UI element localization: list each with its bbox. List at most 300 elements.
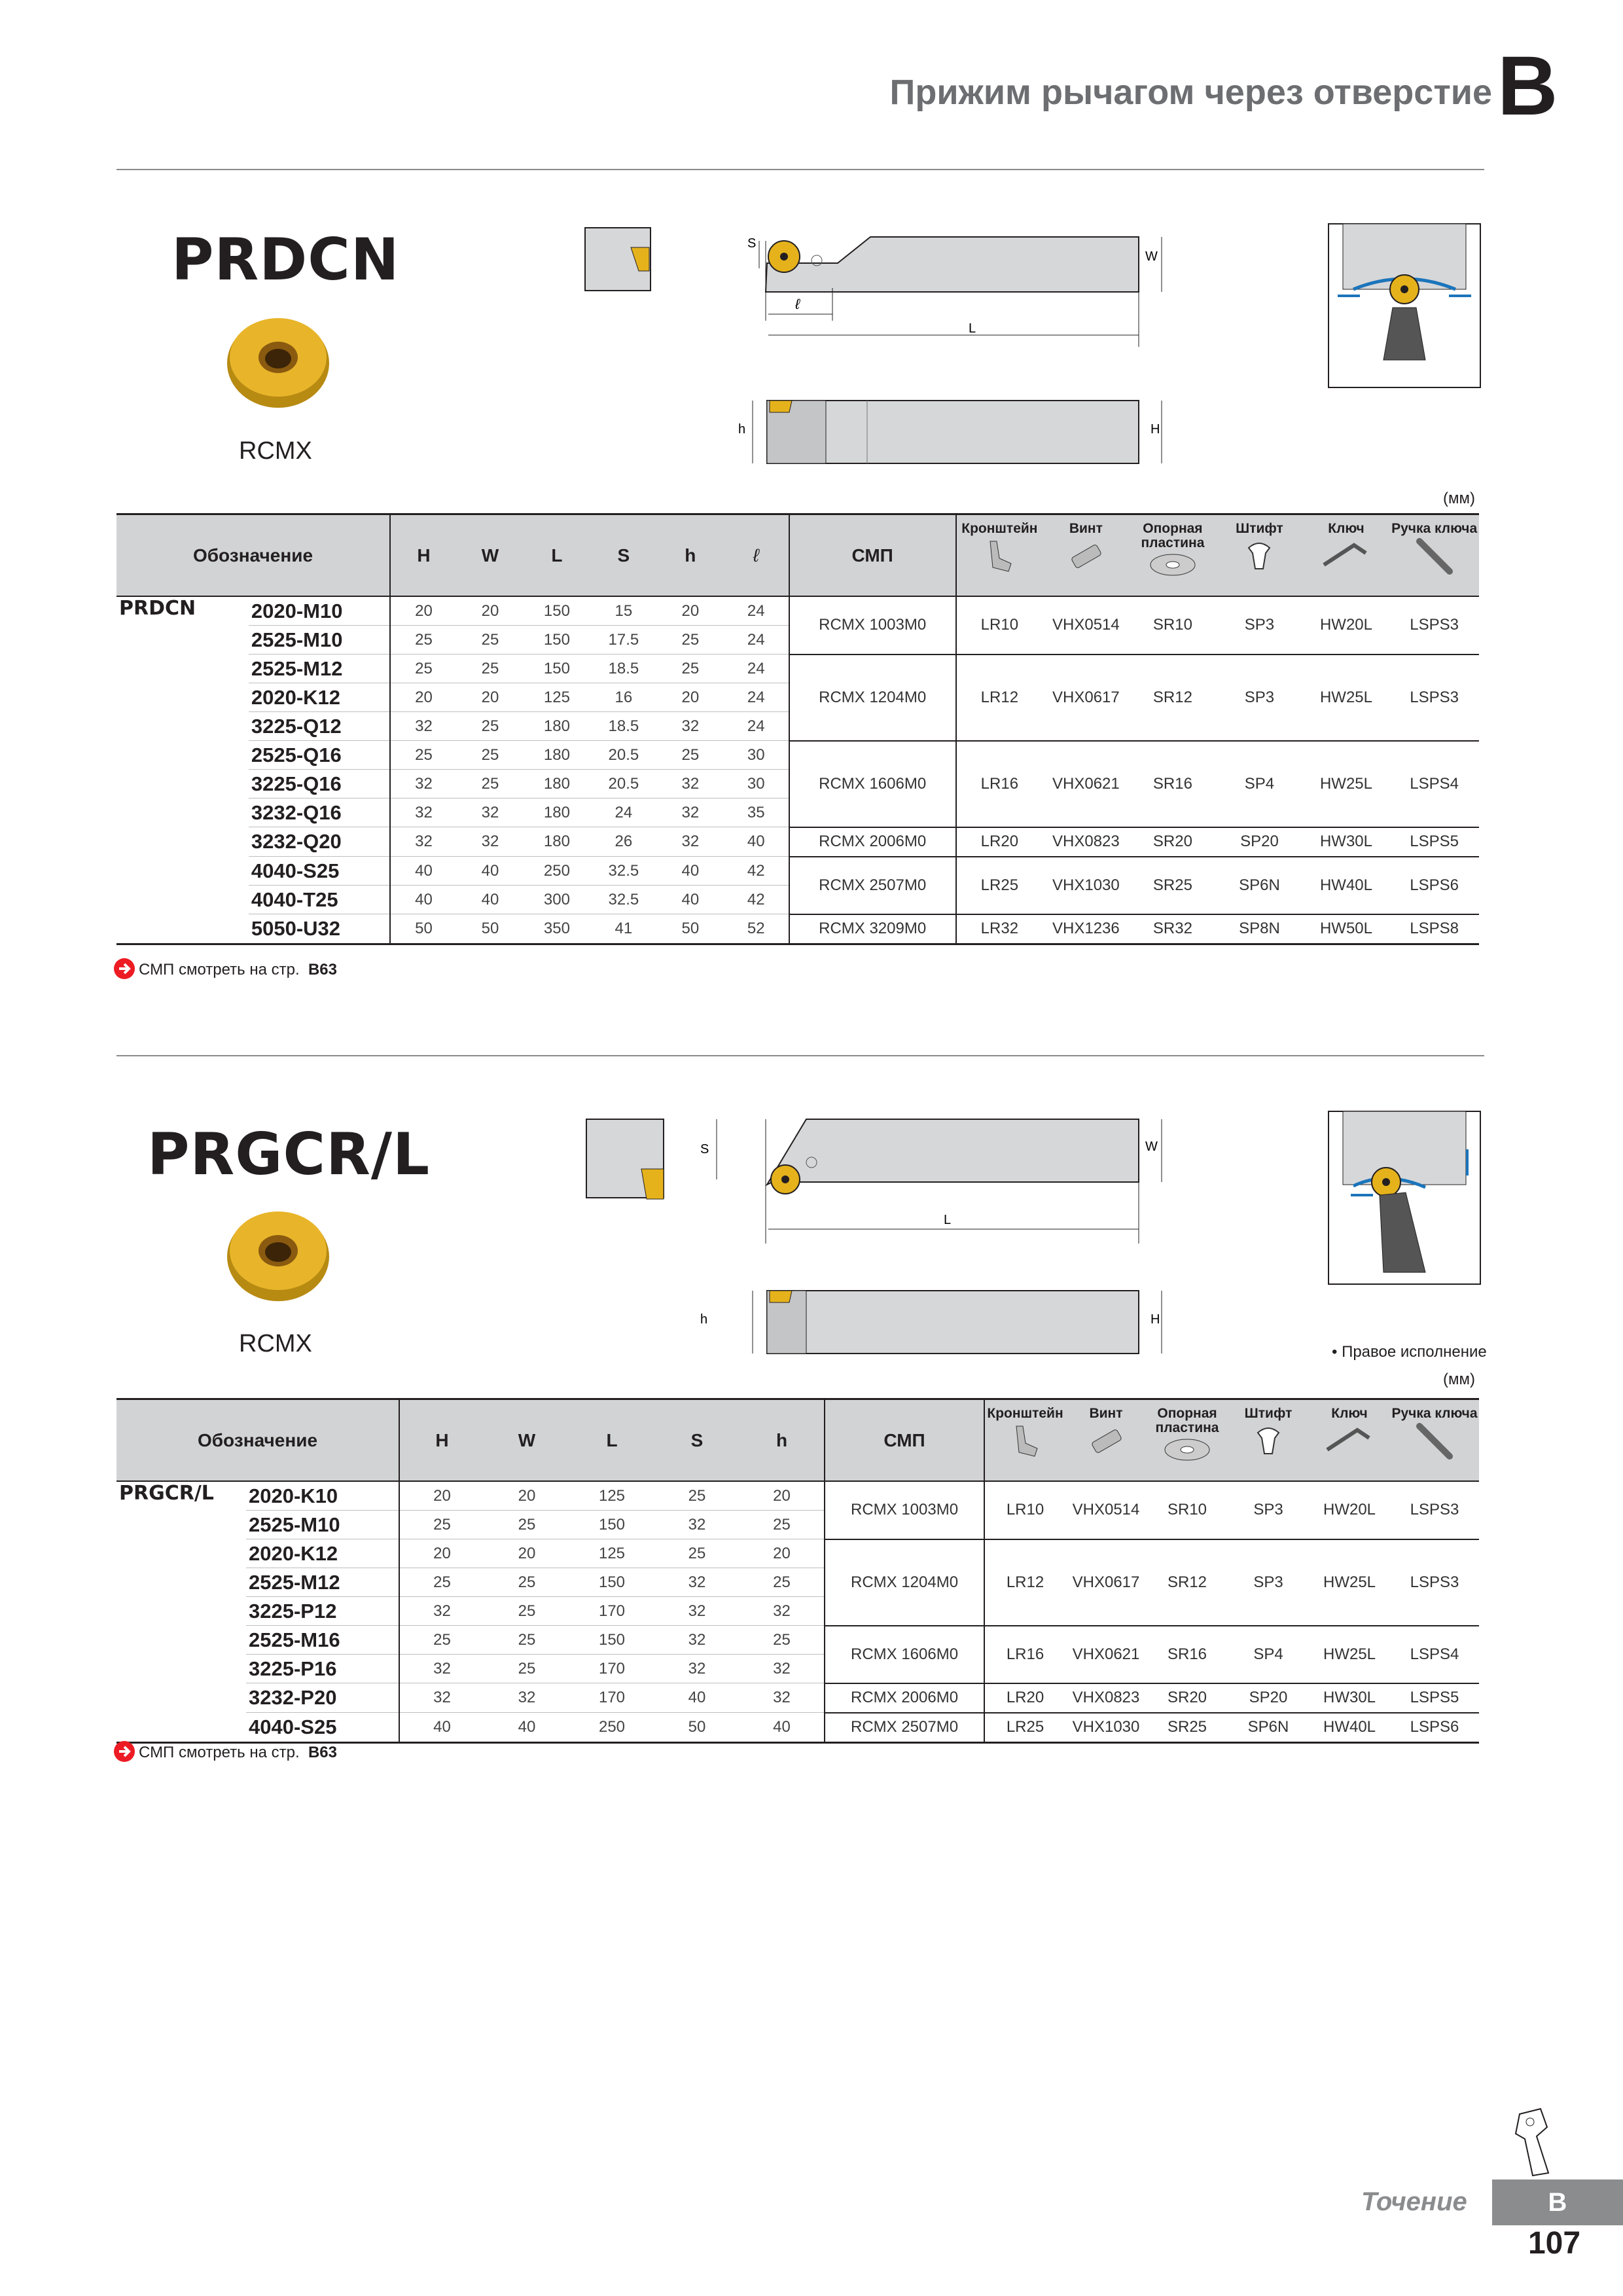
dimension-value: 32 [654, 1597, 740, 1626]
dimension-value: 180 [524, 770, 590, 798]
dimension-value: 32 [654, 1568, 740, 1597]
spec-table-prgcr [116, 1398, 1479, 1744]
spec-table-prdcn [116, 513, 1479, 945]
pin-icon [1240, 536, 1279, 575]
col-header-designation: Обозначение [116, 1399, 399, 1482]
key-handle-icon [1412, 536, 1457, 575]
spare-part-code: VHX0617 [1065, 1539, 1147, 1626]
spare-part-code: LSPS5 [1390, 1683, 1479, 1713]
col-header-L: L [524, 514, 590, 597]
spare-part-code: LR20 [956, 827, 1043, 857]
divider [116, 169, 1484, 170]
turning-tool-icon [1510, 2108, 1589, 2179]
spare-part-code: SP20 [1228, 1683, 1309, 1713]
dimension-value: 32 [457, 798, 524, 827]
spare-part-code: VHX1030 [1065, 1713, 1147, 1743]
dimension-value: 20 [657, 596, 724, 626]
dimension-value: 150 [524, 626, 590, 655]
unit-label: (мм) [1443, 1371, 1475, 1388]
dimension-value: 32 [484, 1683, 569, 1713]
dimension-value: 40 [457, 857, 524, 886]
col-header-S: S [654, 1399, 740, 1482]
spare-part-code: HW30L [1309, 1683, 1390, 1713]
dimension-value: 50 [457, 914, 524, 944]
dimension-value: 30 [724, 741, 789, 770]
dimension-value: 125 [569, 1539, 654, 1568]
dimension-value: 25 [657, 741, 724, 770]
dimension-value: 32 [654, 1511, 740, 1539]
spare-part-code: SR32 [1130, 914, 1217, 944]
unit-label: (мм) [1443, 490, 1475, 507]
spare-part-code: SR10 [1147, 1481, 1228, 1539]
dimension-value: 15 [590, 596, 657, 626]
hex-key-icon [1323, 1421, 1376, 1454]
dimension-value: 30 [724, 770, 789, 798]
spare-part-code: HW25L [1303, 741, 1390, 827]
dimension-value: 20.5 [590, 741, 657, 770]
col-header-W: W [457, 514, 524, 597]
dimension-value: 40 [484, 1713, 569, 1743]
dimension-value: 180 [524, 827, 590, 857]
dimension-value: 50 [657, 914, 724, 944]
screw-icon [1063, 536, 1109, 575]
dimension-value: 170 [569, 1683, 654, 1713]
dimension-value: 32 [740, 1655, 825, 1683]
spare-part-code: VHX0514 [1043, 596, 1130, 655]
spare-part-code: VHX0823 [1043, 827, 1130, 857]
spare-part-code: LR10 [984, 1481, 1065, 1539]
insert-code: RCMX 3209M0 [789, 914, 956, 944]
dimension-value: 40 [657, 857, 724, 886]
dimension-value: 20 [390, 683, 457, 712]
dimension-value: 18.5 [590, 655, 657, 683]
spare-part-code: LR12 [984, 1539, 1065, 1626]
spare-part-code: SR25 [1130, 857, 1217, 914]
spare-part-code: LSPS3 [1390, 1481, 1479, 1539]
spare-part-code: HW25L [1309, 1626, 1390, 1683]
dimension-value: 32 [740, 1683, 825, 1713]
dimension-value: 40 [390, 886, 457, 914]
col-header-L: L [569, 1399, 654, 1482]
insert-code: RCMX 2507M0 [825, 1713, 984, 1743]
clamping-diagram-prdcn [1327, 223, 1482, 389]
table-row [116, 655, 1479, 683]
dimension-value: 25 [484, 1626, 569, 1655]
dimension-value: 32 [399, 1597, 484, 1626]
table-row [116, 1683, 1479, 1713]
dimension-value: 32.5 [590, 857, 657, 886]
dimension-value: 40 [657, 886, 724, 914]
dimension-value: 40 [724, 827, 789, 857]
spare-part-code: LSPS4 [1390, 1626, 1479, 1683]
spare-part-code: HW40L [1303, 857, 1390, 914]
dimension-value: 32 [399, 1655, 484, 1683]
tool-code: 2020-K12 [249, 683, 390, 712]
spare-part-code: SR12 [1147, 1539, 1228, 1626]
dimension-value: 20 [657, 683, 724, 712]
footer-section-tab: B [1492, 2179, 1623, 2225]
dimension-value: 40 [654, 1683, 740, 1713]
table-row [116, 914, 1479, 944]
dimension-value: 25 [657, 655, 724, 683]
dimension-value: 25 [484, 1597, 569, 1626]
dim-label-S: S [700, 1142, 709, 1157]
col-header-S: S [590, 514, 657, 597]
dimension-value: 24 [724, 712, 789, 741]
dimension-value: 25 [484, 1568, 569, 1597]
insert-code: RCMX 1204M0 [825, 1539, 984, 1626]
insert-reference-note: СМП смотреть на стр. B63 [139, 1744, 337, 1761]
spare-part-code: HW30L [1303, 827, 1390, 857]
key-handle-icon [1412, 1421, 1457, 1460]
dim-label-l: ℓ [795, 296, 800, 312]
tool-code: 2525-M12 [249, 655, 390, 683]
tool-code: 4040-S25 [249, 857, 390, 886]
dim-label-S: S [747, 236, 757, 251]
col-header-insert: СМП [789, 514, 956, 597]
dimension-value: 32 [399, 1683, 484, 1713]
dimension-value: 26 [590, 827, 657, 857]
col-header-seat: Опорная пластина [1147, 1399, 1228, 1482]
insert-label: RCMX [239, 437, 312, 465]
dimension-value: 32 [390, 712, 457, 741]
tool-code: 2525-Q16 [249, 741, 390, 770]
right-hand-note: • Правое исполнение [1332, 1343, 1487, 1361]
spare-part-code: LR16 [956, 741, 1043, 827]
dimension-value: 50 [390, 914, 457, 944]
dimension-value: 25 [654, 1481, 740, 1511]
table-row [116, 1713, 1479, 1743]
spare-part-code: VHX0621 [1043, 741, 1130, 827]
spare-part-code: LR25 [984, 1713, 1065, 1743]
dimension-value: 32 [654, 1626, 740, 1655]
spare-part-code: SP8N [1216, 914, 1303, 944]
dimension-value: 52 [724, 914, 789, 944]
col-header-l: ℓ [724, 514, 789, 597]
dim-label-H: H [1150, 422, 1160, 437]
insert-code: RCMX 1204M0 [789, 655, 956, 741]
dimension-value: 32 [390, 798, 457, 827]
col-header-H: H [399, 1399, 484, 1482]
dimension-value: 41 [590, 914, 657, 944]
dimension-value: 40 [457, 886, 524, 914]
clamping-diagram-prgcr [1327, 1110, 1482, 1285]
dimension-value: 40 [399, 1713, 484, 1743]
insert-code: RCMX 1003M0 [825, 1481, 984, 1539]
spare-part-code: LSPS6 [1390, 1713, 1479, 1743]
dimension-value: 25 [484, 1511, 569, 1539]
holder-drawing-prdcn [576, 216, 1191, 478]
insert-reference-note: СМП смотреть на стр. B63 [139, 961, 337, 978]
dimension-value: 32 [657, 827, 724, 857]
col-header-bracket: Кронштейн [956, 514, 1043, 597]
dim-label-H: H [1150, 1312, 1160, 1327]
tool-code: 3225-Q16 [249, 770, 390, 798]
spare-part-code: VHX0514 [1065, 1481, 1147, 1539]
dimension-value: 25 [390, 626, 457, 655]
col-header-insert: СМП [825, 1399, 984, 1482]
seat-plate-icon [1161, 1435, 1213, 1468]
tool-code: 2020-K10 [246, 1481, 399, 1511]
col-header-pin: Штифт [1228, 1399, 1309, 1482]
col-header-h: h [740, 1399, 825, 1482]
spare-part-code: LSPS3 [1389, 596, 1479, 655]
insert-code: RCMX 2006M0 [789, 827, 956, 857]
dimension-value: 20 [457, 683, 524, 712]
spare-part-code: LR16 [984, 1626, 1065, 1683]
dimension-value: 42 [724, 886, 789, 914]
col-header-designation: Обозначение [116, 514, 390, 597]
spare-part-code: LSPS6 [1389, 857, 1479, 914]
spare-part-code: SR16 [1130, 741, 1217, 827]
col-header-handle: Ручка ключа [1390, 1399, 1479, 1482]
col-header-seat: Опорная пластина [1130, 514, 1217, 597]
spare-part-code: LR32 [956, 914, 1043, 944]
dimension-value: 180 [524, 798, 590, 827]
hex-key-icon [1320, 536, 1372, 569]
holder-drawing-prgcr [576, 1106, 1191, 1361]
table-row [116, 1481, 1479, 1511]
spare-part-code: VHX1236 [1043, 914, 1130, 944]
dimension-value: 25 [399, 1626, 484, 1655]
dimension-value: 25 [390, 741, 457, 770]
col-header-pin: Штифт [1216, 514, 1303, 597]
dimension-value: 20 [390, 596, 457, 626]
col-header-screw: Винт [1065, 1399, 1147, 1482]
screw-icon [1083, 1421, 1129, 1460]
tool-code: 3225-P16 [246, 1655, 399, 1683]
dimension-value: 16 [590, 683, 657, 712]
spare-part-code: HW25L [1309, 1539, 1390, 1626]
col-header-key: Ключ [1303, 514, 1390, 597]
spare-part-code: LR10 [956, 596, 1043, 655]
bracket-icon [980, 536, 1019, 575]
spare-part-code: SR10 [1130, 596, 1217, 655]
spare-part-code: LSPS5 [1389, 827, 1479, 857]
dimension-value: 25 [399, 1568, 484, 1597]
footer-section-name: Точение [1361, 2187, 1467, 2216]
insert-image-rcmx [223, 1201, 334, 1306]
dimension-value: 170 [569, 1655, 654, 1683]
insert-code: RCMX 1606M0 [825, 1626, 984, 1683]
dimension-value: 35 [724, 798, 789, 827]
tool-code: 3232-Q20 [249, 827, 390, 857]
dimension-value: 20 [399, 1481, 484, 1511]
insert-image-rcmx [223, 308, 334, 412]
dimension-value: 32.5 [590, 886, 657, 914]
tool-code: 2020-M10 [249, 596, 390, 626]
bracket-icon [1006, 1421, 1045, 1460]
dimension-value: 32 [740, 1597, 825, 1626]
spare-part-code: HW40L [1309, 1713, 1390, 1743]
dimension-value: 20 [484, 1481, 569, 1511]
col-header-h: h [657, 514, 724, 597]
series-group-label: PRDCN [116, 596, 249, 944]
dimension-value: 25 [740, 1511, 825, 1539]
tool-code: 2020-K12 [246, 1539, 399, 1568]
spare-part-code: HW20L [1309, 1481, 1390, 1539]
series-group-label: PRGCR/L [116, 1481, 246, 1742]
dimension-value: 20 [740, 1539, 825, 1568]
page-header-title: Прижим рычагом через отверстие [889, 73, 1492, 112]
dimension-value: 50 [654, 1713, 740, 1743]
pin-icon [1249, 1421, 1288, 1460]
spare-part-code: SP20 [1216, 827, 1303, 857]
spare-part-code: HW50L [1303, 914, 1390, 944]
insert-code: RCMX 2006M0 [825, 1683, 984, 1713]
dimension-value: 32 [657, 770, 724, 798]
spare-part-code: LSPS8 [1389, 914, 1479, 944]
dimension-value: 25 [457, 712, 524, 741]
tool-code: 3232-P20 [246, 1683, 399, 1713]
dimension-value: 25 [457, 655, 524, 683]
divider [116, 1055, 1484, 1056]
dimension-value: 25 [390, 655, 457, 683]
dimension-value: 20 [399, 1539, 484, 1568]
spare-part-code: VHX0621 [1065, 1626, 1147, 1683]
dimension-value: 25 [740, 1568, 825, 1597]
dimension-value: 250 [569, 1713, 654, 1743]
spare-part-code: LR20 [984, 1683, 1065, 1713]
insert-code: RCMX 1003M0 [789, 596, 956, 655]
spare-part-code: VHX1030 [1043, 857, 1130, 914]
dim-label-W: W [1145, 249, 1158, 264]
col-header-W: W [484, 1399, 569, 1482]
dimension-value: 300 [524, 886, 590, 914]
tool-code: 2525-M10 [249, 626, 390, 655]
spare-part-code: SR12 [1130, 655, 1217, 741]
spare-part-code: SP4 [1216, 741, 1303, 827]
dimension-value: 25 [457, 741, 524, 770]
dimension-value: 350 [524, 914, 590, 944]
col-header-key: Ключ [1309, 1399, 1390, 1482]
dim-label-h: h [738, 422, 746, 437]
dimension-value: 24 [724, 683, 789, 712]
dimension-value: 250 [524, 857, 590, 886]
dim-label-W: W [1145, 1139, 1158, 1154]
dimension-value: 150 [569, 1568, 654, 1597]
table-row [116, 596, 1479, 626]
arrow-circle-icon [113, 957, 136, 980]
spare-part-code: SR16 [1147, 1626, 1228, 1683]
dim-label-L: L [969, 321, 976, 336]
spare-part-code: SR20 [1130, 827, 1217, 857]
spare-part-code: LSPS4 [1389, 741, 1479, 827]
spare-part-code: LSPS3 [1390, 1539, 1479, 1626]
dimension-value: 150 [569, 1626, 654, 1655]
dimension-value: 20 [484, 1539, 569, 1568]
table-row [116, 827, 1479, 857]
tool-code: 5050-U32 [249, 914, 390, 944]
dimension-value: 40 [740, 1713, 825, 1743]
insert-code: RCMX 2507M0 [789, 857, 956, 914]
tool-code: 2525-M12 [246, 1568, 399, 1597]
dimension-value: 18.5 [590, 712, 657, 741]
dimension-value: 25 [654, 1539, 740, 1568]
dimension-value: 125 [569, 1481, 654, 1511]
seat-plate-icon [1147, 550, 1199, 583]
dimension-value: 20 [457, 596, 524, 626]
dimension-value: 32 [657, 798, 724, 827]
col-header-bracket: Кронштейн [984, 1399, 1065, 1482]
spare-part-code: SR25 [1147, 1713, 1228, 1743]
tool-code: 4040-S25 [246, 1713, 399, 1743]
dimension-value: 20 [740, 1481, 825, 1511]
dimension-value: 25 [657, 626, 724, 655]
dimension-value: 42 [724, 857, 789, 886]
table-row [116, 741, 1479, 770]
dimension-value: 20.5 [590, 770, 657, 798]
spare-part-code: LR25 [956, 857, 1043, 914]
dimension-value: 150 [524, 596, 590, 626]
spare-part-code: SP3 [1228, 1539, 1309, 1626]
insert-label: RCMX [239, 1330, 312, 1357]
section-letter: B [1497, 39, 1558, 133]
dimension-value: 24 [724, 655, 789, 683]
col-header-screw: Винт [1043, 514, 1130, 597]
tool-code: 3225-Q12 [249, 712, 390, 741]
spare-part-code: LR12 [956, 655, 1043, 741]
spare-part-code: LSPS3 [1389, 655, 1479, 741]
dim-label-L: L [944, 1213, 952, 1227]
dimension-value: 24 [724, 626, 789, 655]
dimension-value: 25 [457, 770, 524, 798]
spare-part-code: HW20L [1303, 596, 1390, 655]
table-row [116, 1539, 1479, 1568]
spare-part-code: SP3 [1228, 1481, 1309, 1539]
dimension-value: 170 [569, 1597, 654, 1626]
spare-part-code: SR20 [1147, 1683, 1228, 1713]
page-number: 107 [1527, 2226, 1581, 2261]
dim-label-h: h [700, 1312, 708, 1327]
spare-part-code: SP4 [1228, 1626, 1309, 1683]
spare-part-code: SP3 [1216, 655, 1303, 741]
spare-part-code: SP3 [1216, 596, 1303, 655]
dimension-value: 25 [457, 626, 524, 655]
dimension-value: 150 [524, 655, 590, 683]
dimension-value: 17.5 [590, 626, 657, 655]
insert-code: RCMX 1606M0 [789, 741, 956, 827]
dimension-value: 24 [724, 596, 789, 626]
arrow-circle-icon [113, 1740, 136, 1763]
dimension-value: 125 [524, 683, 590, 712]
spare-part-code: SP6N [1216, 857, 1303, 914]
table-row [116, 1626, 1479, 1655]
spare-part-code: HW25L [1303, 655, 1390, 741]
dimension-value: 32 [654, 1655, 740, 1683]
dimension-value: 32 [390, 770, 457, 798]
tool-code: 3225-P12 [246, 1597, 399, 1626]
tool-code: 3232-Q16 [249, 798, 390, 827]
spare-part-code: VHX0823 [1065, 1683, 1147, 1713]
col-header-handle: Ручка ключа [1389, 514, 1479, 597]
dimension-value: 180 [524, 741, 590, 770]
series-title-prdcn: PRDCN [171, 226, 400, 293]
dimension-value: 24 [590, 798, 657, 827]
dimension-value: 180 [524, 712, 590, 741]
tool-code: 2525-M10 [246, 1511, 399, 1539]
tool-code: 4040-T25 [249, 886, 390, 914]
dimension-value: 150 [569, 1511, 654, 1539]
dimension-value: 32 [457, 827, 524, 857]
dimension-value: 32 [390, 827, 457, 857]
dimension-value: 32 [657, 712, 724, 741]
col-header-H: H [390, 514, 457, 597]
dimension-value: 25 [740, 1626, 825, 1655]
dimension-value: 25 [484, 1655, 569, 1683]
spare-part-code: SP6N [1228, 1713, 1309, 1743]
table-row [116, 857, 1479, 886]
